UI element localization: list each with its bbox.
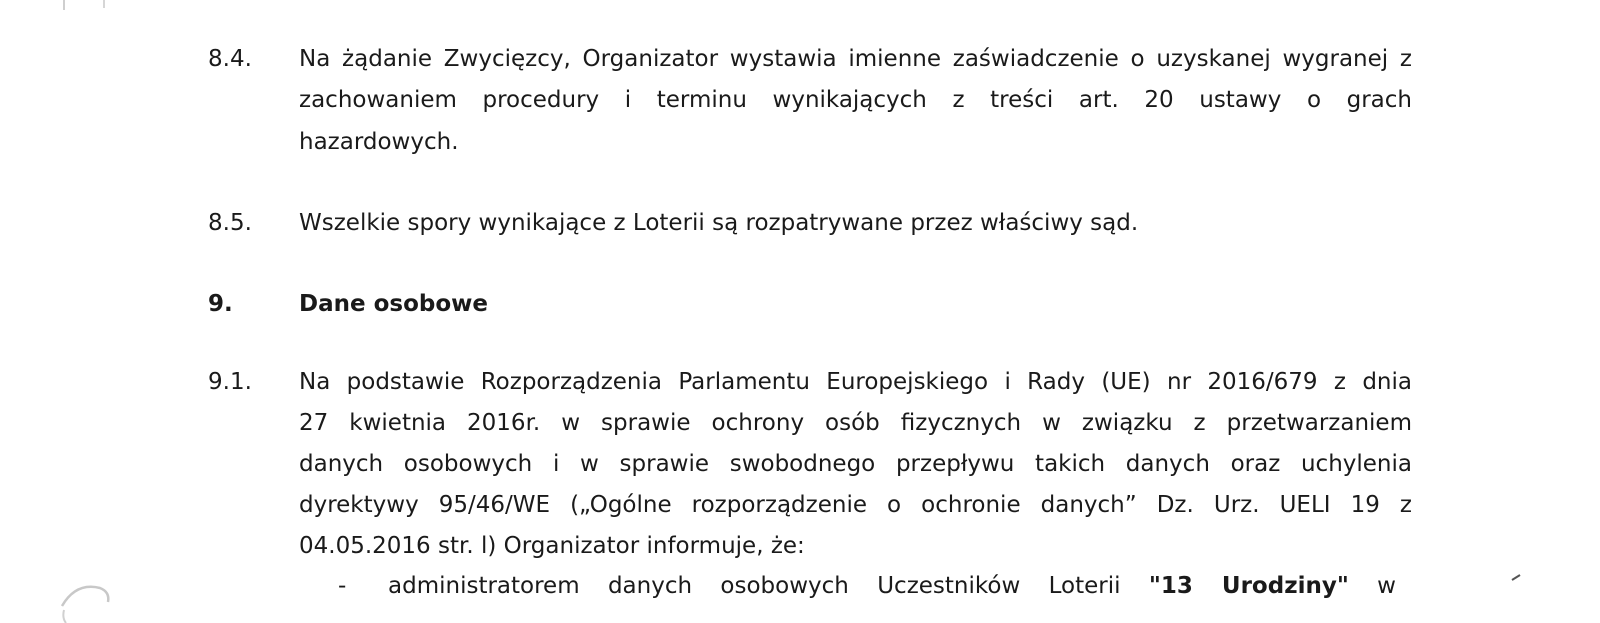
section-8-5-text: Wszelkie spory wynikające z Loterii są rozpatrywane przez właściwy sąd. [299, 210, 1139, 236]
bullet-line-1 [388, 572, 1396, 600]
section-9-1-line-4: dyrektywy 95/46/WE („Ogólne rozporządzenie o ochronie danych” Dz. Urz. UELI 19 z [299, 492, 1412, 518]
section-number-9-1: 9.1. [208, 369, 252, 395]
bullet-bold-name: "13 Urodziny" [1148, 573, 1349, 599]
scan-mark-top-left [60, 0, 110, 14]
section-9-1-line-2: 27 kwietnia 2016r. w sprawie ochrony osób fizycznych w związku z przetwarzaniem [299, 410, 1412, 436]
section-9-1-line-1: Na podstawie Rozporządzenia Parlamentu Europejskiego i Rady (UE) nr 2016/679 z dnia [299, 369, 1412, 395]
scan-mark-right [1510, 572, 1526, 584]
scan-mark-bottom-left [58, 576, 118, 623]
section-number-9: 9. [208, 291, 233, 317]
section-9-1-line-5: 04.05.2016 str. l) Organizator informuje, że: [299, 533, 805, 559]
bullet-text-before: administratorem danych osobowych Uczestników Loterii [388, 573, 1149, 599]
bullet-dash: - [338, 573, 347, 599]
section-9-1-line-3: danych osobowych i w sprawie swobodnego przepływu takich danych oraz uchylenia [299, 451, 1412, 477]
section-9-heading: Dane osobowe [299, 291, 488, 317]
bullet-text-after: w [1348, 573, 1396, 599]
section-number-8-4: 8.4. [208, 46, 252, 72]
section-number-8-5: 8.5. [208, 210, 252, 236]
section-8-4-line-3: hazardowych. [299, 129, 459, 155]
section-8-4-line-2: zachowaniem procedury i terminu wynikających z treści art. 20 ustawy o grach [299, 87, 1412, 113]
section-8-4-line-1: Na żądanie Zwycięzcy, Organizator wystawia imienne zaświadczenie o uzyskanej wygranej z [299, 46, 1412, 72]
